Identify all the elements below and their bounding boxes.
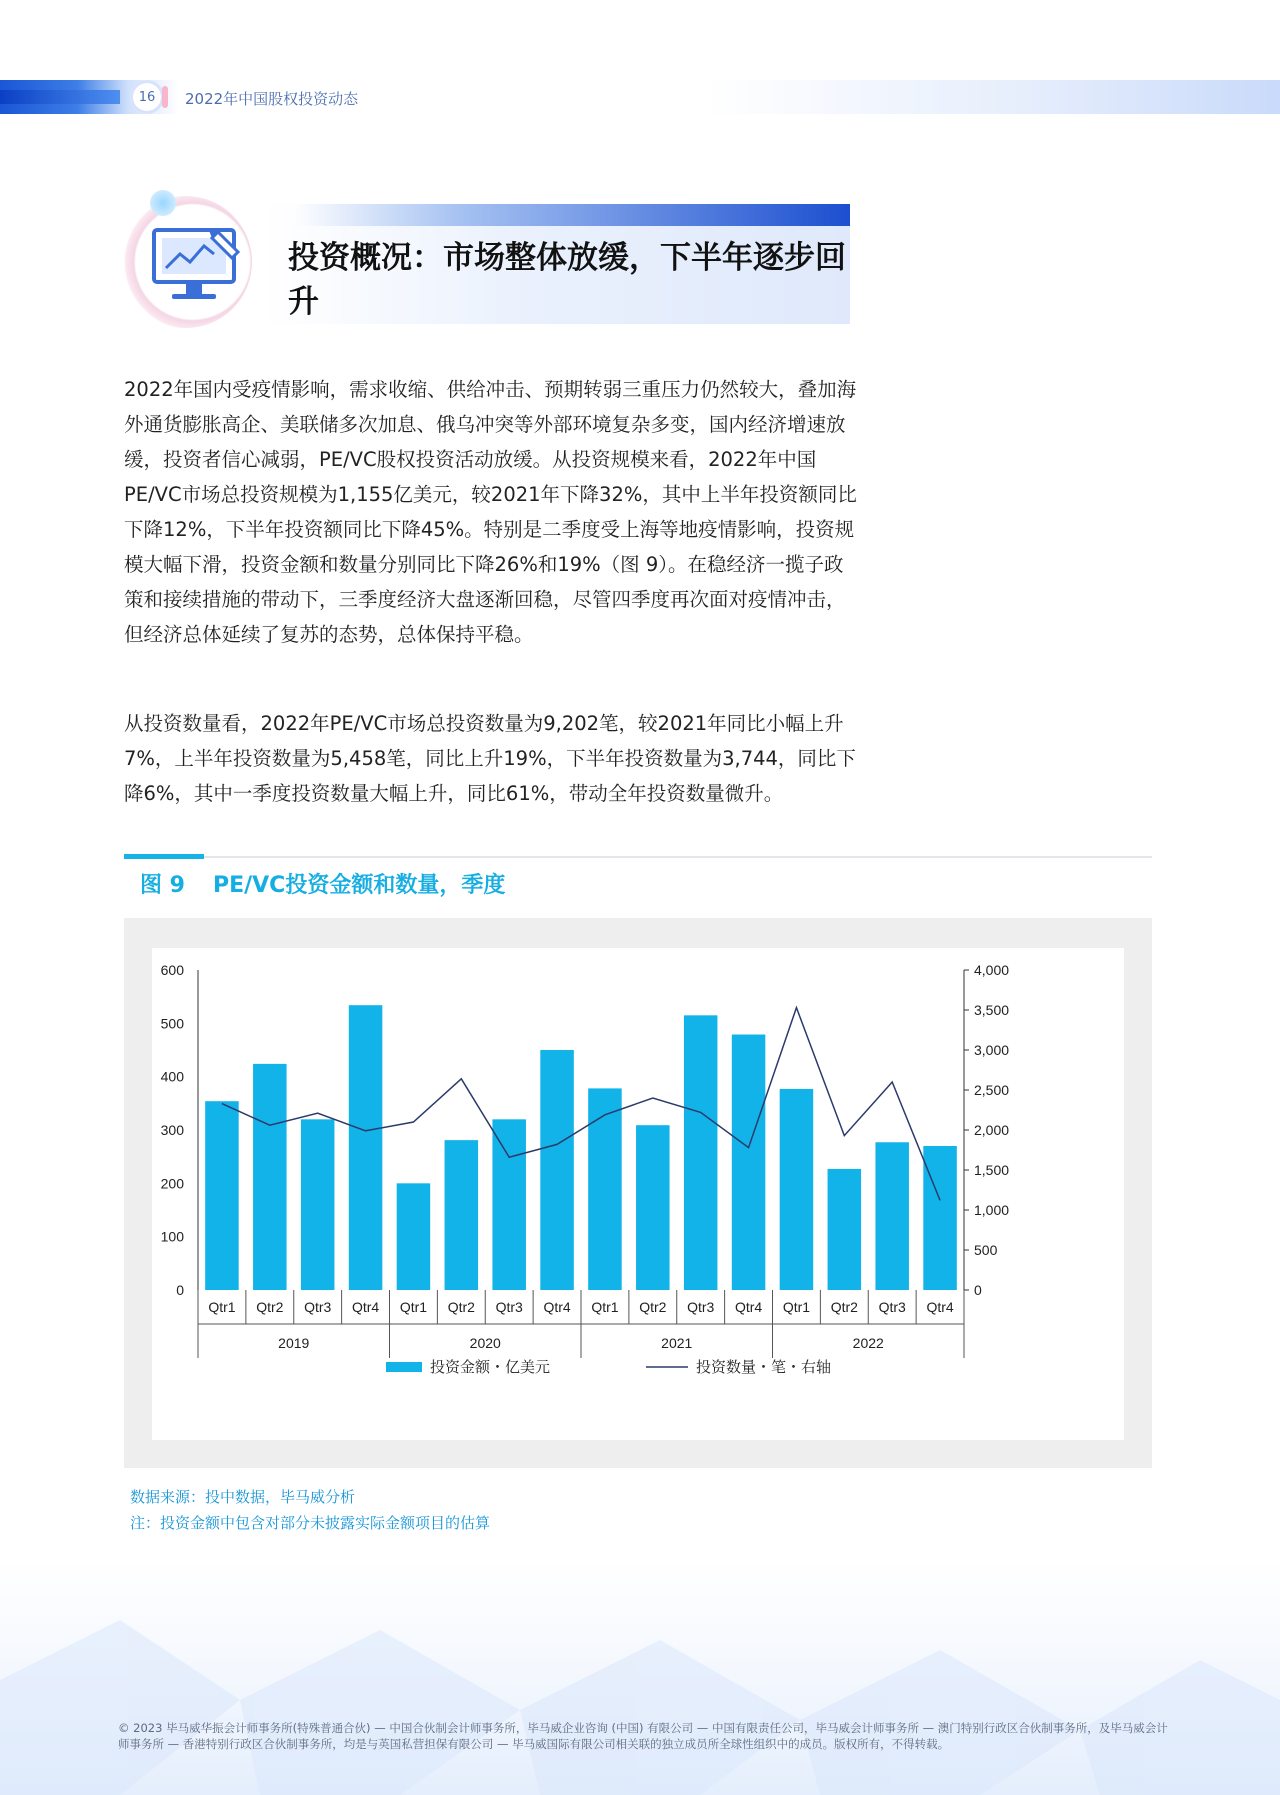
figure-title [140,868,505,899]
bar [205,1101,239,1290]
bar [636,1125,670,1290]
chart-frame [124,918,1152,1468]
y2-tick-label: 3,000 [974,1042,1010,1058]
figure-divider [124,856,1152,858]
x-group-label: 2019 [278,1335,310,1351]
x-tick-label: Qtr3 [687,1299,715,1315]
bar [732,1035,766,1290]
section-icon-badge [120,190,260,330]
x-group-label: 2021 [661,1335,693,1351]
footer-decoration [0,1560,1280,1795]
x-tick-label: Qtr1 [208,1299,236,1315]
chart-note: 注：投资金额中包含对部分未披露实际金额项目的估算 [130,1514,491,1532]
header-stripe [0,90,120,104]
y-tick-label: 600 [160,962,184,978]
y-tick-label: 0 [176,1282,184,1298]
y2-tick-label: 4,000 [974,962,1010,978]
figure-divider-accent [124,854,204,859]
x-tick-label: Qtr4 [926,1299,954,1315]
y2-tick-label: 1,500 [974,1162,1010,1178]
bar [492,1119,526,1290]
running-title: 2022年中国股权投资动态 [185,90,359,108]
x-tick-label: Qtr2 [639,1299,667,1315]
bar [445,1140,479,1290]
y2-tick-label: 0 [974,1282,982,1298]
x-tick-label: Qtr1 [782,1299,811,1315]
x-tick-label: Qtr4 [543,1299,571,1315]
x-group-label: 2022 [852,1335,884,1351]
bar [684,1015,718,1290]
body-paragraph-1: 2022年国内受疫情影响，需求收缩、供给冲击、预期转弱三重压力仍然较大，叠加海外通货膨胀高企、美联储多次加息、俄乌冲突等外部环境复杂多变，国内经济增速放缓，投资者信心减弱，PE/VC股权投资活动放缓。从投资规模来看，2022年中国PE/VC市场总投资规模为1,155亿美元，较2021年下降32%，其中上半年投资额同比下降12%，下半年投资额同比下降45%。特别是二季度受上海等地疫情影响，投资规模大幅下滑，投资金额和数量分别同比下降26%和19%（图 9）。在稳经济一揽子政策和接续措施的带动下，三季度经济大盘逐渐回稳，尽管四季度再次面对疫情冲击，但经济总体延续了复苏的态势，总体保持平稳。 [124,378,857,646]
y2-tick-label: 3,500 [974,1002,1010,1018]
figure-number: 图 9 [140,873,185,898]
investment-chart [152,948,1124,1440]
x-tick-label: Qtr2 [256,1299,284,1315]
y2-tick-label: 2,000 [974,1122,1010,1138]
bar [397,1183,431,1290]
x-tick-label: Qtr3 [304,1299,332,1315]
bar [588,1088,622,1290]
figure-caption: PE/VC投资金额和数量，季度 [212,873,506,898]
x-tick-label: Qtr4 [351,1299,380,1315]
legend-label-count: 投资数量・笔・右轴 [696,1359,832,1376]
x-tick-label: Qtr4 [734,1299,763,1315]
x-tick-label: Qtr2 [830,1299,858,1315]
section-title: 投资概况：市场整体放缓，下半年逐步回升 [288,240,846,320]
bar [875,1142,909,1290]
page-number: 16 [130,80,164,114]
bar [349,1005,383,1290]
x-tick-label: Qtr2 [447,1299,475,1315]
bar [780,1089,814,1290]
section-icon-bubble [150,190,176,216]
bar [923,1146,957,1290]
x-tick-label: Qtr1 [399,1299,428,1315]
y-tick-label: 400 [160,1068,184,1085]
y2-tick-label: 500 [974,1242,998,1258]
legend-label-amount: 投资金额・亿美元 [430,1359,551,1376]
y-tick-label: 300 [160,1122,184,1138]
x-group-label: 2020 [469,1335,501,1351]
x-tick-label: Qtr1 [591,1299,619,1315]
y-tick-label: 500 [160,1015,184,1032]
y2-tick-label: 1,000 [974,1202,1010,1218]
copyright-text: © 2023 毕马威华振会计师事务所(特殊普通合伙) — 中国合伙制会计师事务所，毕马威企业咨询 (中国) 有限公司 — 中国有限责任公司，毕马威会计师事务所 — 澳门特别行政区合伙制事务所，及毕马威会计师事务所 — 香港特别行政区合伙制事务所，均是与英国私营担保有限公司 — 毕马威国际有限公司相关联的独立成员所全球性组织中的成员。版权所有，不得转载。 [118,1721,1168,1751]
y-tick-label: 200 [160,1175,184,1192]
legend-swatch-bar [386,1362,422,1372]
bar [253,1064,287,1290]
y-tick-label: 100 [160,1228,184,1245]
bar [540,1050,574,1290]
x-tick-label: Qtr3 [878,1299,906,1315]
chart-area [152,948,1124,1440]
monitor-chart-icon [148,224,244,308]
body-paragraph-2: 从投资数量看，2022年PE/VC市场总投资数量为9,202笔，较2021年同比小幅上升7%，上半年投资数量为5,458笔，同比上升19%，下半年投资数量为3,744，同比下降6%，其中一季度投资数量大幅上升，同比61%，带动全年投资数量微升。 [124,712,856,805]
bar [828,1169,862,1290]
y2-tick-label: 2,500 [974,1082,1010,1098]
data-source: 数据来源：投中数据，毕马威分析 [130,1488,356,1506]
bar [301,1119,335,1290]
section-title-bar [292,204,850,226]
x-tick-label: Qtr3 [495,1299,523,1315]
footer-pattern [0,1560,1280,1795]
